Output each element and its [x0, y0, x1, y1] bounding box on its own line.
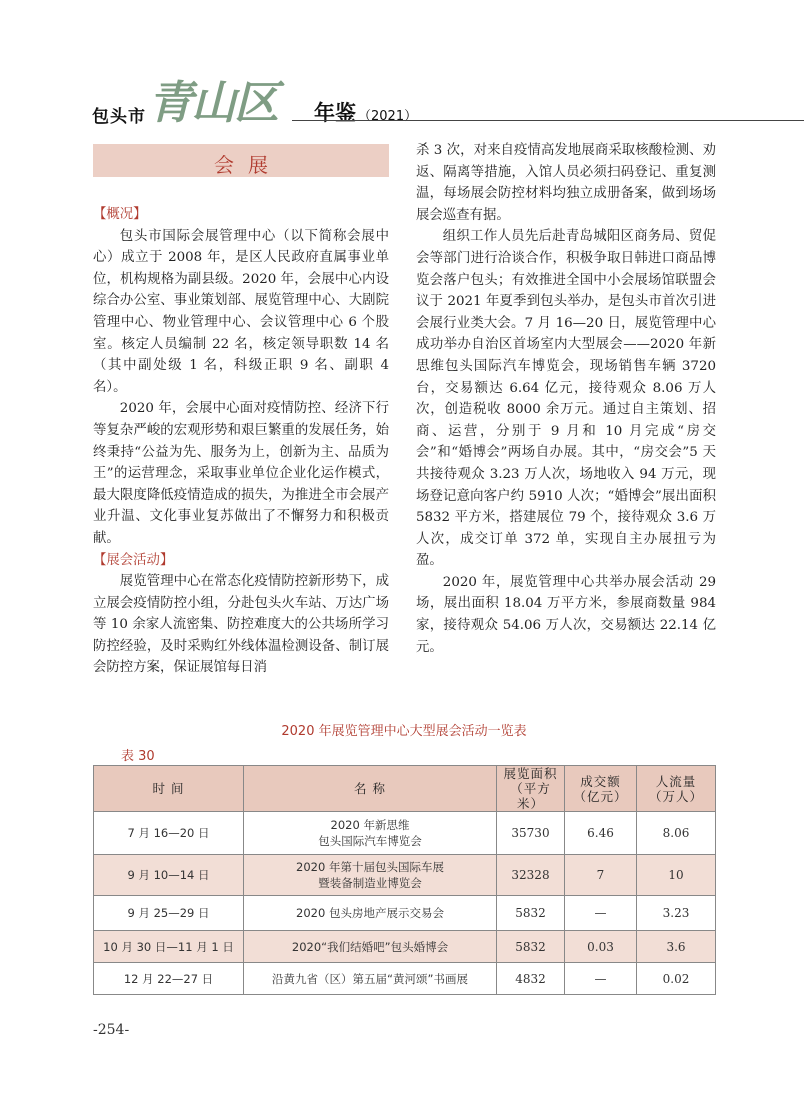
cell-flow: 0.02 — [637, 963, 716, 995]
activities-paragraph-1: 展览管理中心在常态化疫情防控新形势下，成立展会疫情防控小组，分赴包头火车站、万达广场等 10 余家人流密集、防控难度大的公共场所学习防控经验，及时采购红外线体温检测设备、制订展会防控方案，保证展馆每日消 — [93, 574, 389, 676]
cell-deal: — — [565, 896, 637, 931]
cell-name — [244, 855, 497, 896]
header-city: 包头市 — [92, 107, 146, 127]
cell-flow: 8.06 — [637, 812, 716, 855]
overview-paragraph-2: 2020 年，会展中心面对疫情防控、经济下行等复杂严峻的宏观形势和艰巨繁重的发展任务，始终秉持“公益为先、服务为上，创新为主、品质为王”的运营理念，采取事业单位企业化运作模式，最大限度降低疫情造成的损失，为推进全市会展产业升温、文化事业复苏做出了不懈努力和积极贡献。 — [93, 401, 389, 546]
cell-flow: 10 — [637, 855, 716, 896]
activities-paragraph-1-continued: 杀 3 次，对来自疫情高发地展商采取核酸检测、劝返、隔离等措施，入馆人员必须扫码登记、重复测温，每场展会防控材料均独立成册备案，做到场场展会巡查有据。 — [416, 143, 716, 223]
cell-area: 5832 — [497, 931, 565, 963]
header-deal-line-2: （亿元） — [573, 788, 628, 804]
table-label: 表 30 — [121, 749, 155, 764]
table-title: 2020 年展览管理中心大型展会活动一览表 — [281, 724, 527, 739]
header-yearbook — [314, 97, 417, 127]
left-column — [93, 204, 389, 679]
table-row — [94, 963, 716, 995]
cell-time: 12 月 22—27 日 — [94, 963, 244, 995]
cell-name-line-1: 2020 年新思维 — [330, 818, 410, 832]
table-row — [94, 896, 716, 931]
activities-heading: 【展会活动】 — [93, 552, 174, 568]
table-row — [94, 855, 716, 896]
cell-deal: 6.46 — [565, 812, 637, 855]
cell-time: 9 月 25—29 日 — [94, 896, 244, 931]
events-table — [93, 765, 716, 995]
cell-time: 9 月 10—14 日 — [94, 855, 244, 896]
cell-time: 7 月 16—20 日 — [94, 812, 244, 855]
header-time: 时 间 — [94, 766, 244, 812]
overview-heading: 【概况】 — [93, 207, 147, 222]
header-area-line-1: 展览面积 — [503, 766, 558, 781]
cell-area: 5832 — [497, 896, 565, 931]
cell-flow: 3.6 — [637, 931, 716, 963]
header-name: 名 称 — [244, 766, 497, 812]
header-flow-line-2: （万人） — [648, 788, 703, 804]
header-deal — [565, 766, 637, 812]
cell-name: 2020 包头房地产展示交易会 — [244, 896, 497, 931]
cell-deal: 7 — [565, 855, 637, 896]
activities-paragraph-2: 组织工作人员先后赴青岛城阳区商务局、贸促会等部门进行洽谈合作，积极争取日韩进口商品博览会落户包头；有效推进全国中小会展场馆联盟会议于 2021 年夏季到包头举办，是包头市首次引进会展行业类大会。7 月 16—20 日，展览管理中心成功举办自治区首场室内大型展会——2020 年新思维包头国际汽车博览会，现场销售车辆 3720 台，交易额达 6.64 亿元，接待观众 8.06 万人次，创造税收 8000 余万元。通过自主策划、招商、运营，分别于 9 月和 10 月完成“房交会”和“婚博会”两场自办展。其中，“房交会”5 天共接待观众 3.23 万人次，场地收入 94 万元，现场登记意向客户约 5910 人次；“婚博会”展出面积 5832 平方米，搭建展位 79 个，接待观众 3.6 万人次，成交订单 372 单，实现自主办展扭亏为盈。 — [416, 229, 716, 569]
page-number: -254- — [93, 1022, 130, 1038]
table-row — [94, 812, 716, 855]
page-header — [92, 66, 717, 129]
cell-deal: — — [565, 963, 637, 995]
header-yearbook-label: 年鉴 — [314, 101, 356, 125]
header-rule — [292, 120, 804, 121]
header-flow-line-1: 人流量 — [655, 773, 697, 789]
section-title: 会展 — [214, 153, 282, 177]
cell-name-line-1: 2020 年第十届包头国际车展 — [296, 860, 444, 874]
activities-paragraph-3: 2020 年，展览管理中心共举办展会活动 29 场，展出面积 18.04 万平方米，参展商数量 984 家，接待观众 54.06 万人次，交易额达 22.14 亿元。 — [416, 574, 716, 655]
cell-deal: 0.03 — [565, 931, 637, 963]
header-year: （2021） — [358, 109, 418, 124]
overview-paragraph-1: 包头市国际会展管理中心（以下简称会展中心）成立于 2008 年，是区人民政府直属事业单位，机构规格为副县级。2020 年，会展中心内设综合办公室、事业策划部、展览管理中心、大剧院管理中心、物业管理中心、会议管理中心 6 个股室。核定人员编制 22 名，核定领导职数 14 名（其中副处级 1 名，科级正职 9 名、副职 4 名）。 — [93, 228, 389, 395]
cell-name-line-2: 暨装备制造业博览会 — [318, 876, 422, 890]
cell-area: 4832 — [497, 963, 565, 995]
cell-area: 35730 — [497, 812, 565, 855]
header-district-calligraphy: 青山区 — [148, 76, 278, 129]
header-deal-line-1: 成交额 — [580, 773, 621, 789]
table-row — [94, 931, 716, 963]
right-column — [416, 140, 716, 658]
cell-flow: 3.23 — [637, 896, 716, 931]
cell-name: 沿黄九省（区）第五届“黄河颂”书画展 — [244, 963, 497, 995]
header-flow — [637, 766, 716, 812]
cell-time: 10 月 30 日—11 月 1 日 — [94, 931, 244, 963]
cell-name — [244, 812, 497, 855]
cell-name: 2020“我们结婚吧”包头婚博会 — [244, 931, 497, 963]
table-header-row — [94, 766, 716, 812]
section-banner — [93, 144, 389, 177]
header-area-line-2: （平方米） — [510, 781, 551, 811]
cell-name-line-2: 包头国际汽车博览会 — [318, 834, 422, 848]
header-area — [497, 766, 565, 812]
cell-area: 32328 — [497, 855, 565, 896]
